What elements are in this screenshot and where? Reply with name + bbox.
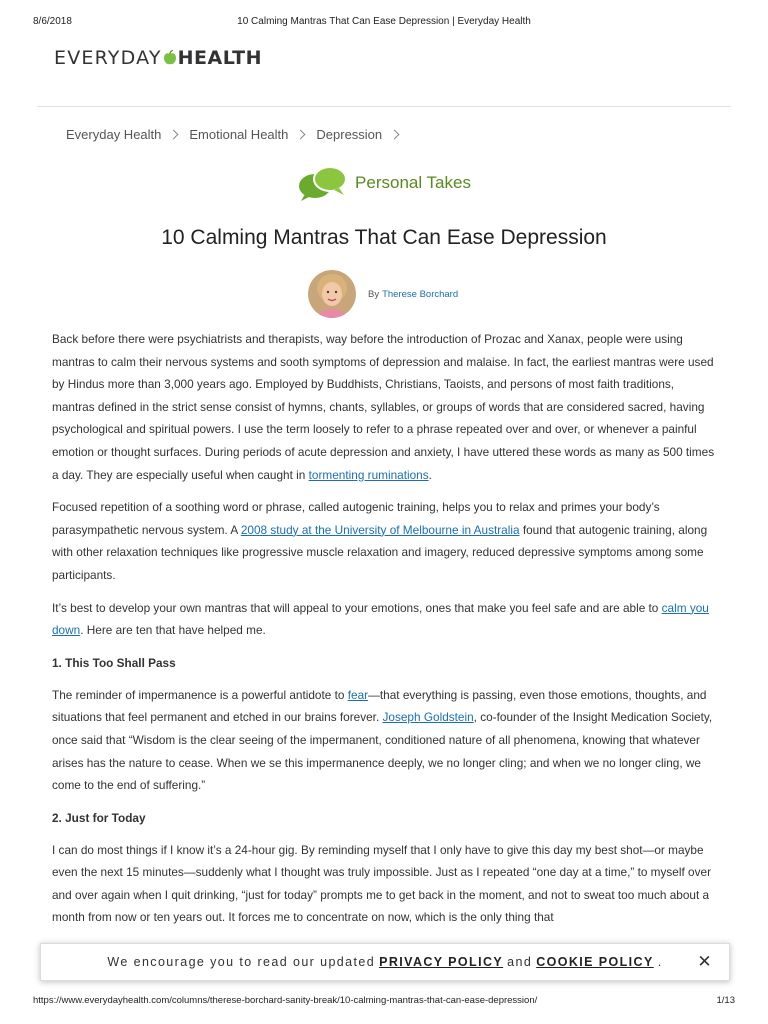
paragraph-text: . Here are ten that have helped me. [80, 623, 266, 638]
cookie-banner [40, 943, 730, 981]
print-date: 8/6/2018 [33, 16, 72, 27]
paragraph [52, 684, 716, 797]
print-url: https://www.everydayhealth.com/columns/therese-borchard-sanity-break/10-calming-mantras-that-can-ease-depression/ [33, 995, 538, 1006]
close-icon[interactable]: ✕ [697, 952, 713, 971]
speech-bubbles-icon [297, 164, 349, 202]
breadcrumb-item-depression[interactable]: Depression [316, 127, 383, 142]
site-logo[interactable] [54, 46, 262, 70]
cookie-banner-and: and [507, 955, 533, 969]
chevron-right-icon [296, 130, 306, 140]
link-fear[interactable]: fear [347, 687, 369, 702]
byline-prefix: By [368, 288, 380, 300]
paragraph-text: It’s best to develop your own mantras that will appeal to your emotions, ones that make you feel safe and are able to [52, 600, 662, 615]
paragraph-text: The reminder of impermanence is a powerful antidote to [52, 687, 348, 702]
paragraph [52, 597, 716, 642]
author-photo [308, 270, 356, 318]
cookie-banner-period: . [657, 955, 663, 969]
paragraph [52, 328, 716, 486]
section-tag[interactable] [0, 164, 768, 202]
paragraph-text: —that everything is passing, even those emotions, thoughts, and situations that feel permanent and etched in our brains forever. [52, 687, 707, 725]
author-avatar[interactable] [308, 270, 356, 318]
breadcrumb-item-everyday-health[interactable]: Everyday Health [66, 127, 162, 142]
print-footer [33, 995, 735, 1009]
section-tag-label: Personal Takes [355, 173, 471, 192]
cookie-policy-link[interactable]: COOKIE POLICY [536, 955, 654, 969]
paragraph-text: Back before there were psychiatrists and therapists, way before the introduction of Prozac and Xanax, people were using mantras to calm their nervous systems and sooth symptoms of depression and malaise. In fact, the earliest mantras were used by Hindus more than 3,000 years ago. Employed by Buddhists, Christians, Taoists, and persons of most faith traditions, mantras defined in the strict sense consist of hymns, chants, syllables, or groups of words that are considered sacred, having psychological and spiritual powers. I use the term loosely to refer to a phrase repeated over and over, or whenever a painful emotion or thought surfaces. During periods of acute depression and anxiety, I have uttered these words as many as 500 times a day. They are especially useful when caught in [52, 332, 715, 482]
print-header [33, 16, 735, 30]
paragraph: I can do most things if I know it’s a 24-hour gig. By reminding myself that I only have to give this day my best shot—or maybe even the next 15 minutes—suddenly what I thought was truly impossible. Just as I repeated “one day at a time,” to myself over and over again when I quit drinking, “just for today” prompts me to get back in the moment, and not to sweat too much about a month from now or ten years out. It forces me to concentrate on now, which is the only thing that [52, 842, 711, 925]
author-link[interactable]: Therese Borchard [382, 288, 459, 300]
mantra-heading: 2. Just for Today [52, 810, 146, 825]
chevron-right-icon [390, 130, 400, 140]
link-calm-you-down[interactable]: calm you down [52, 600, 709, 638]
article-body [52, 328, 716, 939]
apple-icon [163, 50, 177, 66]
breadcrumb-item-emotional-health[interactable]: Emotional Health [189, 127, 289, 142]
logo-text-health: HEALTH [177, 47, 263, 69]
logo-text-everyday: EVERYDAY [54, 47, 162, 69]
link-melbourne-study[interactable]: 2008 study at the University of Melbourne in Australia [240, 522, 520, 537]
print-title: 10 Calming Mantras That Can Ease Depression | Everyday Health [237, 16, 531, 27]
byline [308, 270, 458, 318]
print-page-number: 1/13 [716, 995, 735, 1006]
paragraph-text: found that autogenic training, along with other relaxation techniques like progressive muscle relaxation and imagery, reduced depressive symptoms among some participants. [52, 522, 708, 582]
paragraph [52, 496, 716, 586]
breadcrumb [66, 127, 410, 142]
link-joseph-goldstein[interactable]: Joseph Goldstein [382, 710, 474, 725]
link-tormenting-ruminations[interactable]: tormenting ruminations [308, 467, 429, 482]
chevron-right-icon [169, 130, 179, 140]
cookie-banner-text: We encourage you to read our updated [107, 955, 376, 969]
paragraph-text: Focused repetition of a soothing word or phrase, called autogenic training, helps you to relax and primes your body’s parasympathetic nervous system. A [52, 500, 660, 537]
mantra-heading: 1. This Too Shall Pass [52, 655, 176, 670]
paragraph-text: , co-founder of the Insight Medication Society, once said that “Wisdom is the clear seeing of the impermanent, conditioned nature of all phenomena, knowing that whatever arises has the nature to cease. When we se this impermanence deeply, we no longer cling; and when we no longer cling, we come to the end of suffering.” [52, 710, 713, 793]
article-title: 10 Calming Mantras That Can Ease Depression [161, 226, 607, 249]
paragraph-text: . [428, 467, 432, 482]
privacy-policy-link[interactable]: PRIVACY POLICY [379, 955, 504, 969]
header-divider [37, 106, 731, 107]
